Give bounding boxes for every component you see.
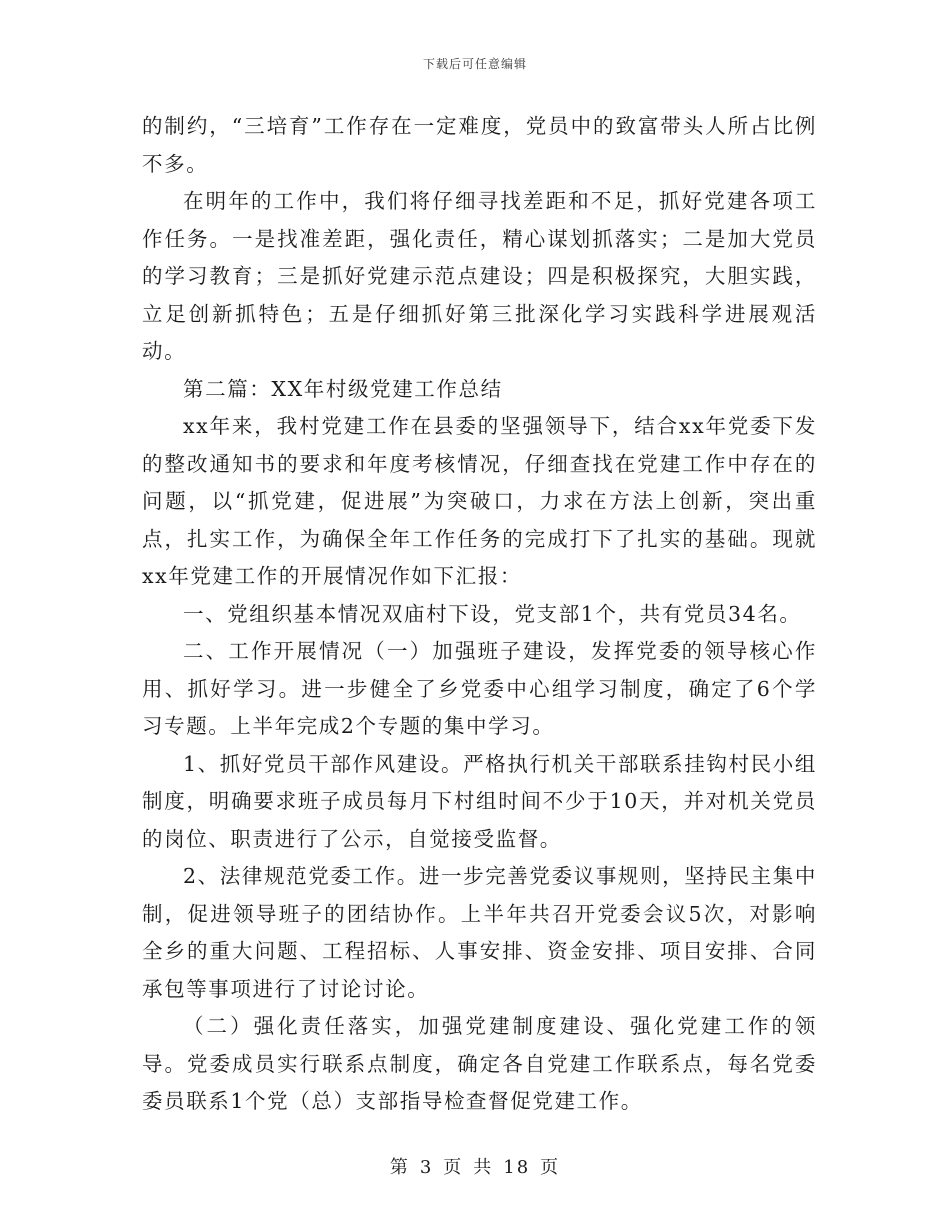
document-body [142, 108, 817, 1121]
paragraph-work-status: 二、工作开展情况（一）加强班子建设，发挥党委的领导核心作用、抓好学习。进一步健全了乡党委中心组学习制度，确定了6个学习专题。上半年完成2个专题的集中学习。 [142, 639, 817, 738]
current-page-number: 3 [419, 1157, 434, 1178]
footer-total-word: 共 [473, 1157, 494, 1178]
footer-suffix: 页 [540, 1157, 561, 1178]
paragraph-item-2: 2、法律规范党委工作。进一步完善党委议事规则，坚持民主集中制，促进领导班子的团结协作。上半年共召开党委会议5次，对影响全乡的重大问题、工程招标、人事安排、资金安排、项目安排、合同承包等事项进行了讨论讨论。 [142, 864, 817, 1001]
paragraph-intro: xx年来，我村党建工作在县委的坚强领导下，结合xx年党委下发的整改通知书的要求和年度考核情况，仔细查找在党建工作中存在的问题，以“抓党建，促进展”为突破口，力求在方法上创新，突出重点，扎实工作，为确保全年工作任务的完成打下了扎实的基础。现就xx年党建工作的开展情况作如下汇报： [142, 414, 817, 588]
footer-page-word: 页 [443, 1157, 464, 1178]
page-footer [0, 1153, 950, 1179]
total-pages-number: 18 [503, 1157, 531, 1178]
paragraph-org-basic: 一、党组织基本情况双庙村下设，党支部1个，共有党员34名。 [183, 601, 802, 626]
paragraph-next-year-plan: 在明年的工作中，我们将仔细寻找差距和不足，抓好党建各项工作任务。一是找准差距，强化责任，精心谋划抓落实；二是加大党员的学习教育；三是抓好党建示范点建设；四是积极探究，大胆实践，立足创新抓特色；五是仔细抓好第三批深化学习实践科学进展观活动。 [142, 189, 817, 363]
paragraph-item-1: 1、抓好党员干部作风建设。严格执行机关干部联系挂钩村民小组制度，明确要求班子成员每月下村组时间不少于10天，并对机关党员的岗位、职责进行了公示，自觉接受监督。 [142, 751, 817, 851]
header-note: 下载后可任意编辑 [422, 57, 527, 71]
footer-prefix: 第 [389, 1157, 410, 1178]
paragraph-continuation: 的制约，“三培育”工作存在一定难度，党员中的致富带头人所占比例不多。 [142, 114, 817, 176]
section-title: 第二篇：XX年村级党建工作总结 [183, 376, 503, 401]
paragraph-responsibility: （二）强化责任落实，加强党建制度建设、强化党建工作的领导。党委成员实行联系点制度，确定各自党建工作联系点，每名党委委员联系1个党（总）支部指导检查督促党建工作。 [142, 1014, 817, 1113]
